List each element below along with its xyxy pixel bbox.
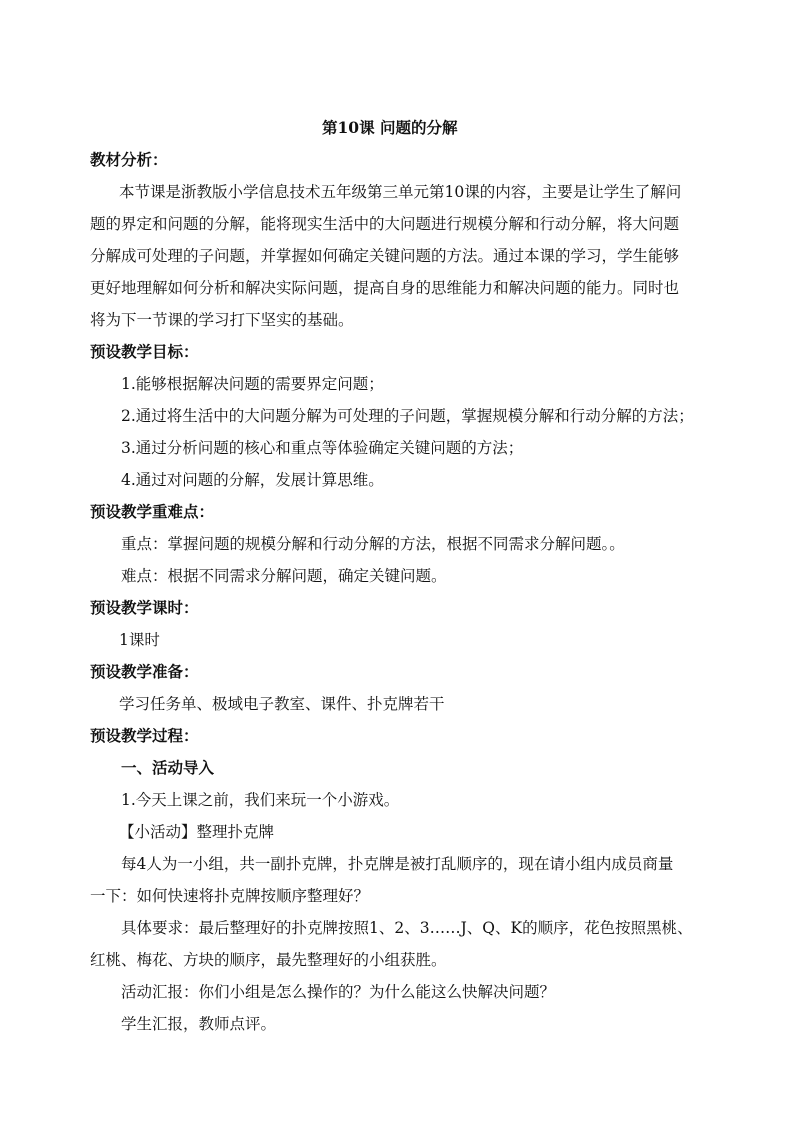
goal-item: 2.通过将生活中的大问题分解为可处理的子问题，掌握规模分解和行动分解的方法； <box>121 407 694 425</box>
activity-label: 【小活动】整理扑克牌 <box>119 823 275 841</box>
activity-line: 每4人为一小组，共一副扑克牌，扑克牌是被打乱顺序的，现在请小组内成员商量 <box>121 855 674 873</box>
page-title: 第10课 问题的分解 <box>322 118 458 137</box>
hours-heading: 预设教学课时： <box>90 598 199 617</box>
goal-item: 4.通过对问题的分解，发展计算思维。 <box>121 471 384 489</box>
goal-item: 3.通过分析问题的核心和重点等体验确定关键问题的方法； <box>121 439 524 457</box>
report-line: 活动汇报：你们小组是怎么操作的？为什么能这么快解决问题？ <box>121 983 556 1001</box>
keypoints-heading: 预设教学重难点： <box>90 502 215 521</box>
prep-value: 学习任务单、极域电子教室、课件、扑克牌若干 <box>119 695 445 713</box>
difficulty-line: 难点：根据不同需求分解问题，确定关键问题。 <box>121 567 447 585</box>
keypoint-line: 重点：掌握问题的规模分解和行动分解的方法，根据不同需求分解问题。。 <box>121 535 625 553</box>
requirement-line: 红桃、梅花、方块的顺序，最先整理好的小组获胜。 <box>90 951 447 969</box>
goal-item: 1.能够根据解决问题的需要界定问题； <box>121 375 384 393</box>
hours-value: 1课时 <box>119 631 160 649</box>
process-heading: 预设教学过程： <box>90 726 199 745</box>
prep-heading: 预设教学准备： <box>90 662 199 681</box>
analysis-line: 更好地理解如何分析和解决实际问题，提高自身的思维能力和解决问题的能力。同时也 <box>90 279 680 297</box>
goals-heading: 预设教学目标： <box>90 342 199 361</box>
analysis-line: 将为下一节课的学习打下坚实的基础。 <box>90 311 354 329</box>
analysis-heading: 教材分析： <box>90 150 168 169</box>
step1-heading: 一、活动导入 <box>121 758 215 777</box>
analysis-line: 本节课是浙教版小学信息技术五年级第三单元第10课的内容，主要是让学生了解问 <box>119 183 682 201</box>
analysis-line: 题的界定和问题的分解，能将现实生活中的大问题进行规模分解和行动分解，将大问题 <box>90 215 680 233</box>
step1-item: 1.今天上课之前，我们来玩一个小游戏。 <box>121 791 400 809</box>
review-line: 学生汇报，教师点评。 <box>121 1015 277 1033</box>
analysis-line: 分解成可处理的子问题，并掌握如何确定关键问题的方法。通过本课的学习，学生能够 <box>90 247 680 265</box>
requirement-line: 具体要求：最后整理好的扑克牌按照1、2、3……J、Q、K的顺序，花色按照黑桃、 <box>121 919 693 937</box>
activity-line: 一下：如何快速将扑克牌按顺序整理好？ <box>90 887 370 905</box>
